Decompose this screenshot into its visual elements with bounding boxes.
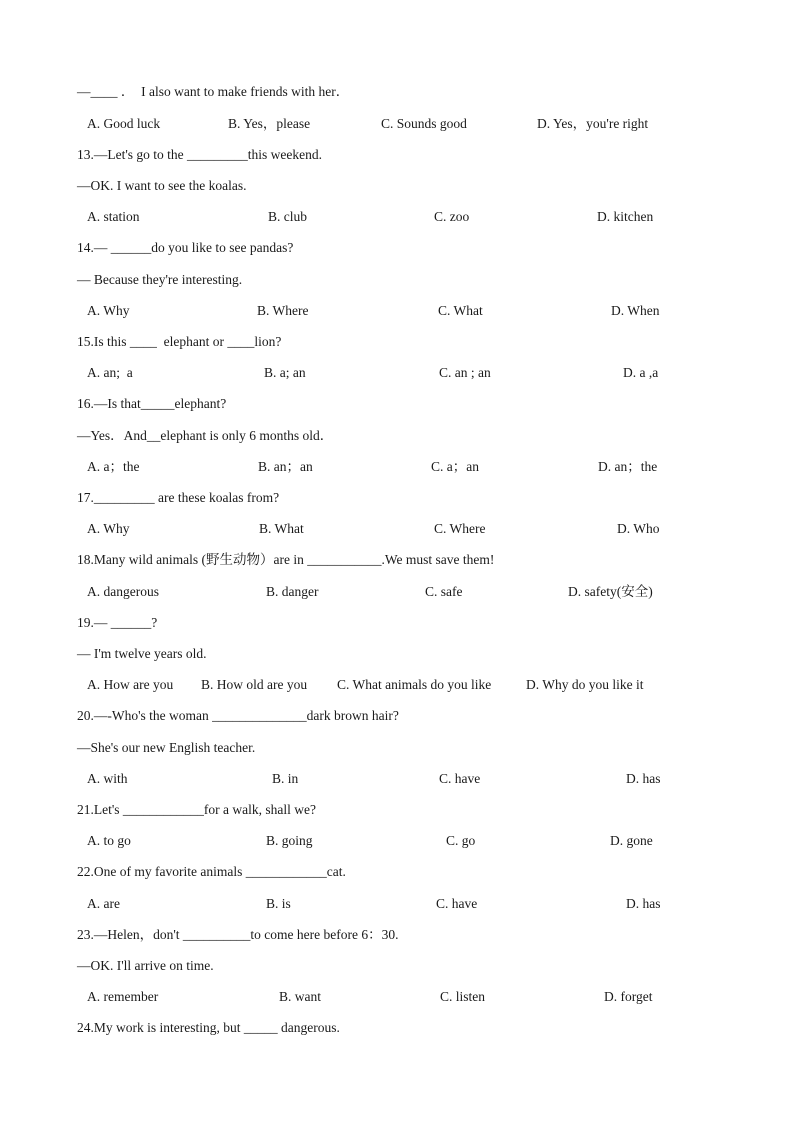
option-a: A. a；the	[87, 459, 140, 474]
question-line: 21.Let's ____________for a walk, shall we?	[77, 802, 317, 817]
question-line: 13.—Let's go to the _________this weekend.	[77, 147, 323, 162]
question-line: 23.—Helen，don't __________to come here before 6：30.	[77, 927, 399, 942]
option-d: D. When	[611, 303, 660, 318]
option-d: D. has	[626, 771, 661, 786]
option-c: C. a；an	[431, 459, 479, 474]
question-line: 24.My work is interesting, but _____ dangerous.	[77, 1020, 340, 1035]
option-c: C. What animals do you like	[337, 677, 492, 692]
option-d: D. Who	[617, 521, 660, 536]
option-b: B. Yes，please	[228, 116, 311, 131]
option-d: D. Yes，you're right	[537, 116, 649, 131]
option-b: B. Where	[257, 303, 309, 318]
option-c: C. What	[438, 303, 483, 318]
option-c: C. listen	[440, 989, 486, 1004]
option-b: B. How old are you	[201, 677, 308, 692]
option-a: A. Why	[87, 521, 130, 536]
option-a: A. Why	[87, 303, 130, 318]
option-a: A. with	[87, 771, 128, 786]
question-line: — I'm twelve years old.	[77, 646, 207, 661]
option-b: B. going	[266, 833, 313, 848]
question-line: 15.Is this ____ elephant or ____lion?	[77, 334, 282, 349]
option-b: B. want	[279, 989, 321, 1004]
option-d: D. a ,a	[623, 365, 659, 380]
question-line: 19.— ______?	[77, 615, 158, 630]
option-a: A. station	[87, 209, 140, 224]
option-b: B. club	[268, 209, 307, 224]
option-a: A. dangerous	[87, 584, 159, 599]
question-line: 20.—-Who's the woman ______________dark brown hair?	[77, 708, 399, 723]
question-line: —She's our new English teacher.	[77, 740, 256, 755]
question-line: — Because they're interesting.	[77, 272, 243, 287]
option-c: C. go	[446, 833, 476, 848]
option-a: A. Good luck	[87, 116, 161, 131]
option-a: A. remember	[87, 989, 159, 1004]
option-c: C. Sounds good	[381, 116, 467, 131]
question-line: 14.— ______do you like to see pandas?	[77, 240, 294, 255]
question-line: 18.Many wild animals (野生动物）are in ___________.We must save them!	[77, 552, 495, 567]
option-b: B. a; an	[264, 365, 306, 380]
option-a: A. are	[87, 896, 120, 911]
option-b: B. an；an	[258, 459, 313, 474]
question-line: 17._________ are these koalas from?	[77, 490, 280, 505]
option-b: B. in	[272, 771, 299, 786]
option-c: C. have	[436, 896, 478, 911]
option-d: D. has	[626, 896, 661, 911]
option-c: C. Where	[434, 521, 486, 536]
option-c: C. zoo	[434, 209, 470, 224]
question-line: —OK. I'll arrive on time.	[77, 958, 214, 973]
option-a: A. an; a	[87, 365, 133, 380]
option-a: A. to go	[87, 833, 131, 848]
option-c: C. safe	[425, 584, 463, 599]
option-d: D. an；the	[598, 459, 658, 474]
option-d: D. kitchen	[597, 209, 654, 224]
option-a: A. How are you	[87, 677, 174, 692]
question-line: 16.—Is that_____elephant?	[77, 396, 227, 411]
option-d: D. Why do you like it	[526, 677, 644, 692]
question-line: —OK. I want to see the koalas.	[77, 178, 247, 193]
question-line: —Yes．And__elephant is only 6 months old．	[77, 428, 334, 443]
option-b: B. danger	[266, 584, 319, 599]
option-d: D. forget	[604, 989, 653, 1004]
option-b: B. is	[266, 896, 291, 911]
option-c: C. have	[439, 771, 481, 786]
question-line: 22.One of my favorite animals ____________cat.	[77, 864, 346, 879]
option-c: C. an ; an	[439, 365, 491, 380]
option-b: B. What	[259, 521, 304, 536]
option-d: D. gone	[610, 833, 653, 848]
option-d: D. safety(安全)	[568, 584, 653, 599]
question-line: —____ ． I also want to make friends with her．	[77, 84, 350, 99]
